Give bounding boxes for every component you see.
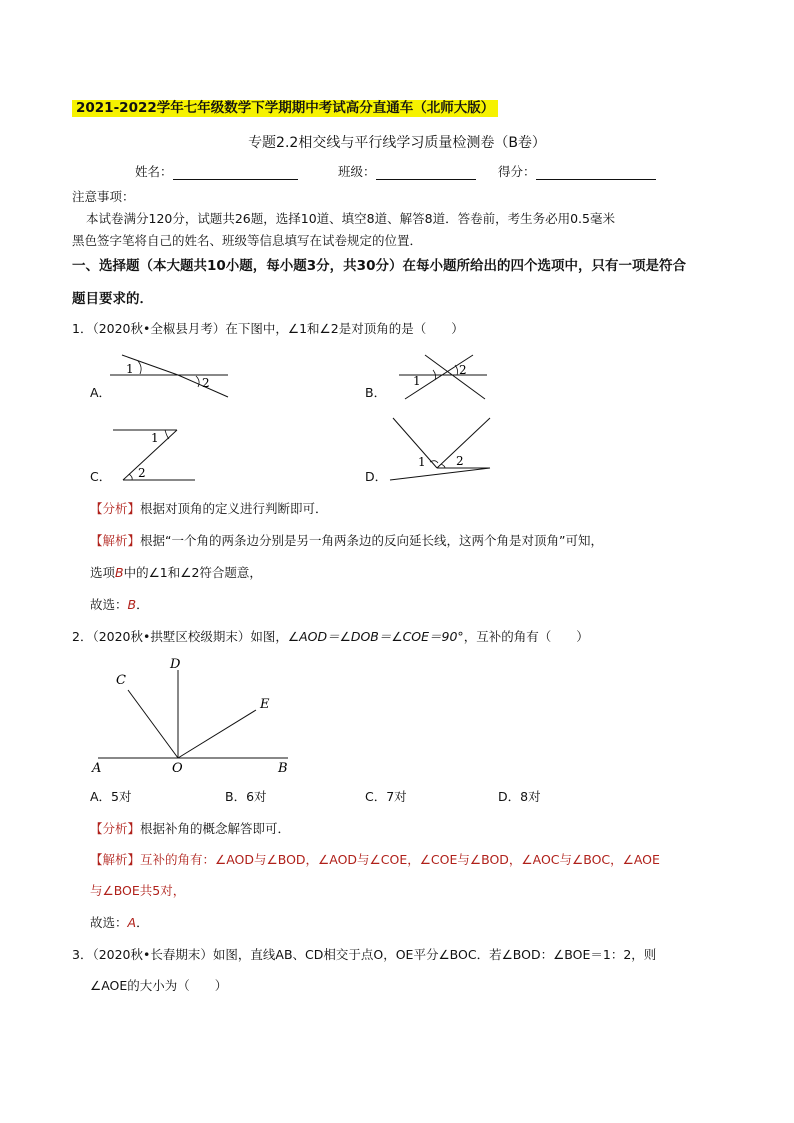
q2-option-d[interactable]: D．8对 xyxy=(498,789,541,804)
analysis-tag: 【分析】 xyxy=(90,501,141,516)
section-heading-1: 一、选择题（本大题共10小题，每小题3分，共30分）在每小题所给出的四个选项中，只有一项是符合 xyxy=(72,258,686,274)
q1-option-d[interactable]: D． xyxy=(365,469,388,484)
notice-line-2: 黑色签字笔将自己的姓名、班级等信息填写在试卷规定的位置． xyxy=(72,233,423,248)
q1a-label-1: 1 xyxy=(126,362,134,376)
answer-prefix: 故选： xyxy=(90,597,128,612)
q3-stem-2: ∠AOE的大小为（ ） xyxy=(90,978,228,993)
name-field xyxy=(135,162,298,180)
q2-point-c: C xyxy=(116,673,126,688)
q2-solution-2: 与∠BOE共5对， xyxy=(90,883,186,898)
class-label: 班级： xyxy=(338,164,376,179)
answer-prefix: 故选： xyxy=(90,915,128,930)
q1-solution-1 xyxy=(90,532,603,550)
notice-line-1: 本试卷满分120分，试题共26题，选择10道、填空8道、解答8道．答卷前，考生务必用0.5毫米 xyxy=(86,211,615,226)
q2-point-a: A xyxy=(92,761,102,776)
q1-option-b[interactable]: B． xyxy=(365,385,387,400)
class-blank xyxy=(376,165,476,180)
q1-figure-b xyxy=(385,345,505,405)
q1a-label-2: 2 xyxy=(202,376,210,390)
answer-value: B xyxy=(127,597,137,612)
q1b-label-1: 1 xyxy=(413,374,421,388)
q2-solution-1 xyxy=(90,851,660,869)
q1-figure-d xyxy=(385,410,505,485)
score-blank xyxy=(536,165,656,180)
q2-option-b[interactable]: B．6对 xyxy=(225,789,267,804)
q2-analysis xyxy=(90,820,290,838)
q1d-label-1: 1 xyxy=(418,455,426,469)
notice-heading: 注意事项： xyxy=(72,189,135,204)
answer-suffix: ． xyxy=(136,915,149,930)
solution-text: 中的∠1和∠2符合题意， xyxy=(123,565,262,580)
q1-stem: 1．（2020秋•全椒县月考）在下图中，∠1和∠2是对顶角的是（ ） xyxy=(72,321,464,336)
score-field xyxy=(498,162,656,180)
solution-tag: 【解析】 xyxy=(90,533,141,548)
q1b-label-2: 2 xyxy=(459,363,467,377)
solution-option: B xyxy=(115,565,124,580)
q2-stem xyxy=(72,628,589,646)
solution-text: 根据“一个角的两条边分别是另一角两条边的反向延长线，这两个角是对顶角”可知， xyxy=(140,533,603,548)
q2-answer xyxy=(90,914,149,932)
q1-answer xyxy=(90,596,149,614)
q1-option-a[interactable]: A． xyxy=(90,385,112,400)
q2-stem-math: ∠AOD＝∠DOB＝∠COE＝90° xyxy=(287,629,464,644)
q2-point-d: D xyxy=(170,657,181,672)
name-label: 姓名： xyxy=(135,164,173,179)
q2-option-c[interactable]: C．7对 xyxy=(365,789,407,804)
page-title: 专题2.2相交线与平行线学习质量检测卷（B卷） xyxy=(248,135,546,151)
answer-value: A xyxy=(127,915,137,930)
q2-point-o: O xyxy=(172,761,183,776)
section-heading-2: 题目要求的． xyxy=(72,291,153,307)
q2-stem-text: ，互补的角有（ ） xyxy=(463,629,589,644)
analysis-text: 根据对顶角的定义进行判断即可． xyxy=(140,501,328,516)
analysis-text: 根据补角的概念解答即可． xyxy=(140,821,291,836)
score-label: 得分： xyxy=(498,164,536,179)
q1c-label-1: 1 xyxy=(151,431,159,445)
q1-solution-2 xyxy=(90,564,262,582)
q1d-label-2: 2 xyxy=(456,454,464,468)
solution-text: 互补的角有：∠AOD与∠BOD，∠AOD与∠COE，∠COE与∠BOD，∠AOC与∠BOC，∠AOE xyxy=(140,852,660,867)
q3-stem-1: 3．（2020秋•长春期末）如图，直线AB、CD相交于点O，OE平分∠BOC．若∠BOD：∠BOE＝1：2，则 xyxy=(72,947,657,962)
q1c-label-2: 2 xyxy=(138,466,146,480)
name-blank xyxy=(173,165,298,180)
q2-point-b: B xyxy=(278,761,288,776)
q2-stem-text: 2．（2020秋•拱墅区校级期末）如图， xyxy=(72,629,288,644)
q2-point-e: E xyxy=(260,697,270,712)
q2-option-a[interactable]: A．5对 xyxy=(90,789,132,804)
answer-suffix: ． xyxy=(136,597,149,612)
solution-text: 选项 xyxy=(90,565,116,580)
q1-figure-c xyxy=(105,420,215,490)
exam-banner: 2021-2022学年七年级数学下学期期中考试高分直通车（北师大版） xyxy=(72,100,498,117)
analysis-tag: 【分析】 xyxy=(90,821,141,836)
q1-option-c[interactable]: C． xyxy=(90,469,112,484)
solution-tag: 【解析】 xyxy=(90,852,141,867)
class-field xyxy=(338,162,476,180)
q1-analysis xyxy=(90,500,328,518)
q2-figure xyxy=(88,652,298,777)
